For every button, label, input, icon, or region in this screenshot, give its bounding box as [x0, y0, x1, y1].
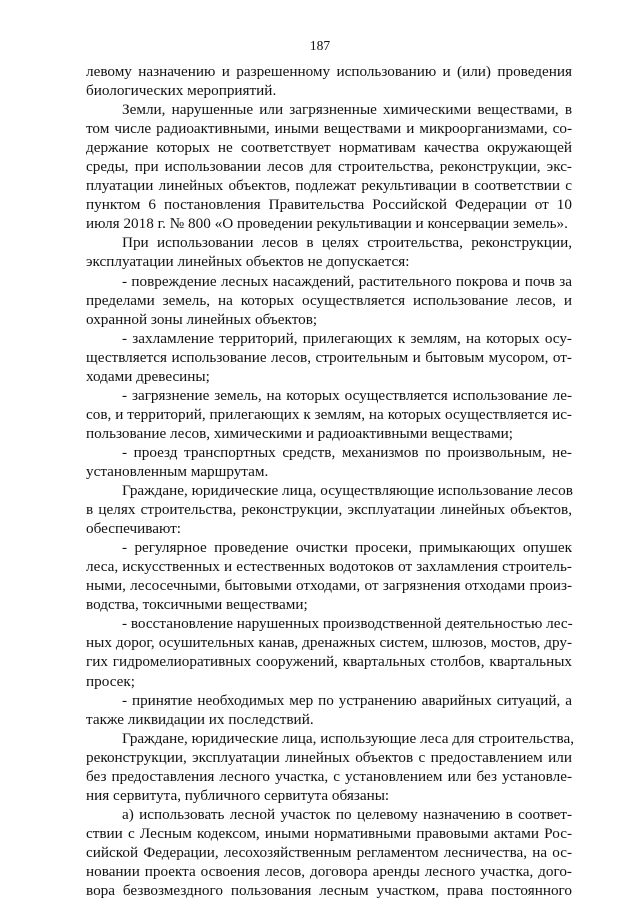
- text-line: среды, при использовании лесов для строительства, реконструкции, экс-: [86, 158, 572, 176]
- text-line: - повреждение лесных насаждений, растительного покрова и почв за: [122, 272, 572, 290]
- text-line: без предоставления лесного участка, с установлением или без установле-: [86, 767, 572, 785]
- text-line: сийской Федерации, лесохозяйственным регламентом лесничества, на ос-: [86, 843, 572, 861]
- text-line: установленным маршрутам.: [86, 462, 269, 480]
- text-line: ных дорог, осушительных канав, дренажных систем, шлюзов, мостов, дру-: [86, 634, 572, 652]
- text-line: том числе радиоактивными, иными веществами и микроорганизмами, со-: [86, 120, 572, 138]
- text-line: гих гидромелиоративных сооружений, квартальных столбов, квартальных: [86, 653, 572, 671]
- text-line: пунктом 6 постановления Правительства Российской Федерации от 10: [86, 196, 572, 214]
- text-line: леса, искусственных и естественных водотоков от захламления строитель-: [86, 558, 572, 576]
- text-line: - принятие необходимых мер по устранению аварийных ситуаций, а: [122, 691, 572, 709]
- text-line: также ликвидации их последствий.: [86, 710, 314, 728]
- text-line: просек;: [86, 672, 135, 690]
- text-line: водства, токсичными веществами;: [86, 596, 308, 614]
- text-line: Земли, нарушенные или загрязненные химическими веществами, в: [122, 101, 572, 119]
- text-line: ния сервитута, публичного сервитута обязаны:: [86, 786, 390, 804]
- text-line: левому назначению и разрешенному использованию и (или) проведения: [86, 63, 572, 80]
- text-line: - захламление территорий, прилегающих к землям, на которых осу-: [122, 329, 572, 347]
- text-line: - загрязнение земель, на которых осуществляется использование ле-: [122, 386, 572, 404]
- text-line: вора безвозмездного пользования лесным участком, права постоянного: [86, 882, 572, 900]
- text-line: а) использовать лесной участок по целевому назначению в соответ-: [122, 805, 572, 823]
- text-line: реконструкции, эксплуатации линейных объектов с предоставлением или: [86, 748, 572, 766]
- page-number: 187: [309, 38, 331, 53]
- text-line: обеспечивают:: [86, 520, 181, 538]
- document-body: [86, 62, 572, 900]
- text-line: держание которых не соответствует нормативам качества окружающей: [86, 139, 572, 157]
- text-line: плуатации линейных объектов, подлежат рекультивации в соответствии с: [86, 177, 572, 195]
- text-line: сов, и территорий, прилегающих к землям, на которых осуществляется ис-: [86, 405, 572, 423]
- text-line: - проезд транспортных средств, механизмов по произвольным, не-: [122, 443, 572, 461]
- text-line: пределами земель, на которых осуществляется использование лесов, и: [86, 291, 572, 309]
- text-line: пользование лесов, химическими и радиоактивными веществами;: [86, 424, 513, 442]
- text-line: ществляется использование лесов, строительным и бытовым мусором, от-: [86, 348, 572, 366]
- text-line: - регулярное проведение очистки просеки, примыкающих опушек: [122, 539, 572, 557]
- text-line: новании проекта освоения лесов, договора аренды лесного участка, дого-: [86, 862, 572, 880]
- text-line: - восстановление нарушенных производственной деятельностью лес-: [122, 615, 573, 633]
- text-line: При использовании лесов в целях строительства, реконструкции,: [122, 234, 572, 252]
- text-line: ными, лесосечными, бытовыми отходами, от загрязнения отходами произ-: [86, 577, 572, 595]
- text-line: эксплуатации линейных объектов не допускается:: [86, 253, 410, 271]
- text-line: июля 2018 г. № 800 «О проведении рекультивации и консервации земель».: [86, 215, 568, 233]
- text-line: в целях строительства, реконструкции, эксплуатации линейных объектов,: [86, 501, 572, 519]
- text-line: Граждане, юридические лица, осуществляющие использование лесов: [122, 482, 573, 500]
- text-line: ходами древесины;: [86, 367, 210, 385]
- text-line: Граждане, юридические лица, использующие леса для строительства,: [122, 729, 574, 747]
- text-line: биологических мероприятий.: [86, 82, 277, 100]
- text-line: охранной зоны линейных объектов;: [86, 310, 318, 328]
- text-line: ствии с Лесным кодексом, иными нормативными правовыми актами Рос-: [86, 824, 572, 842]
